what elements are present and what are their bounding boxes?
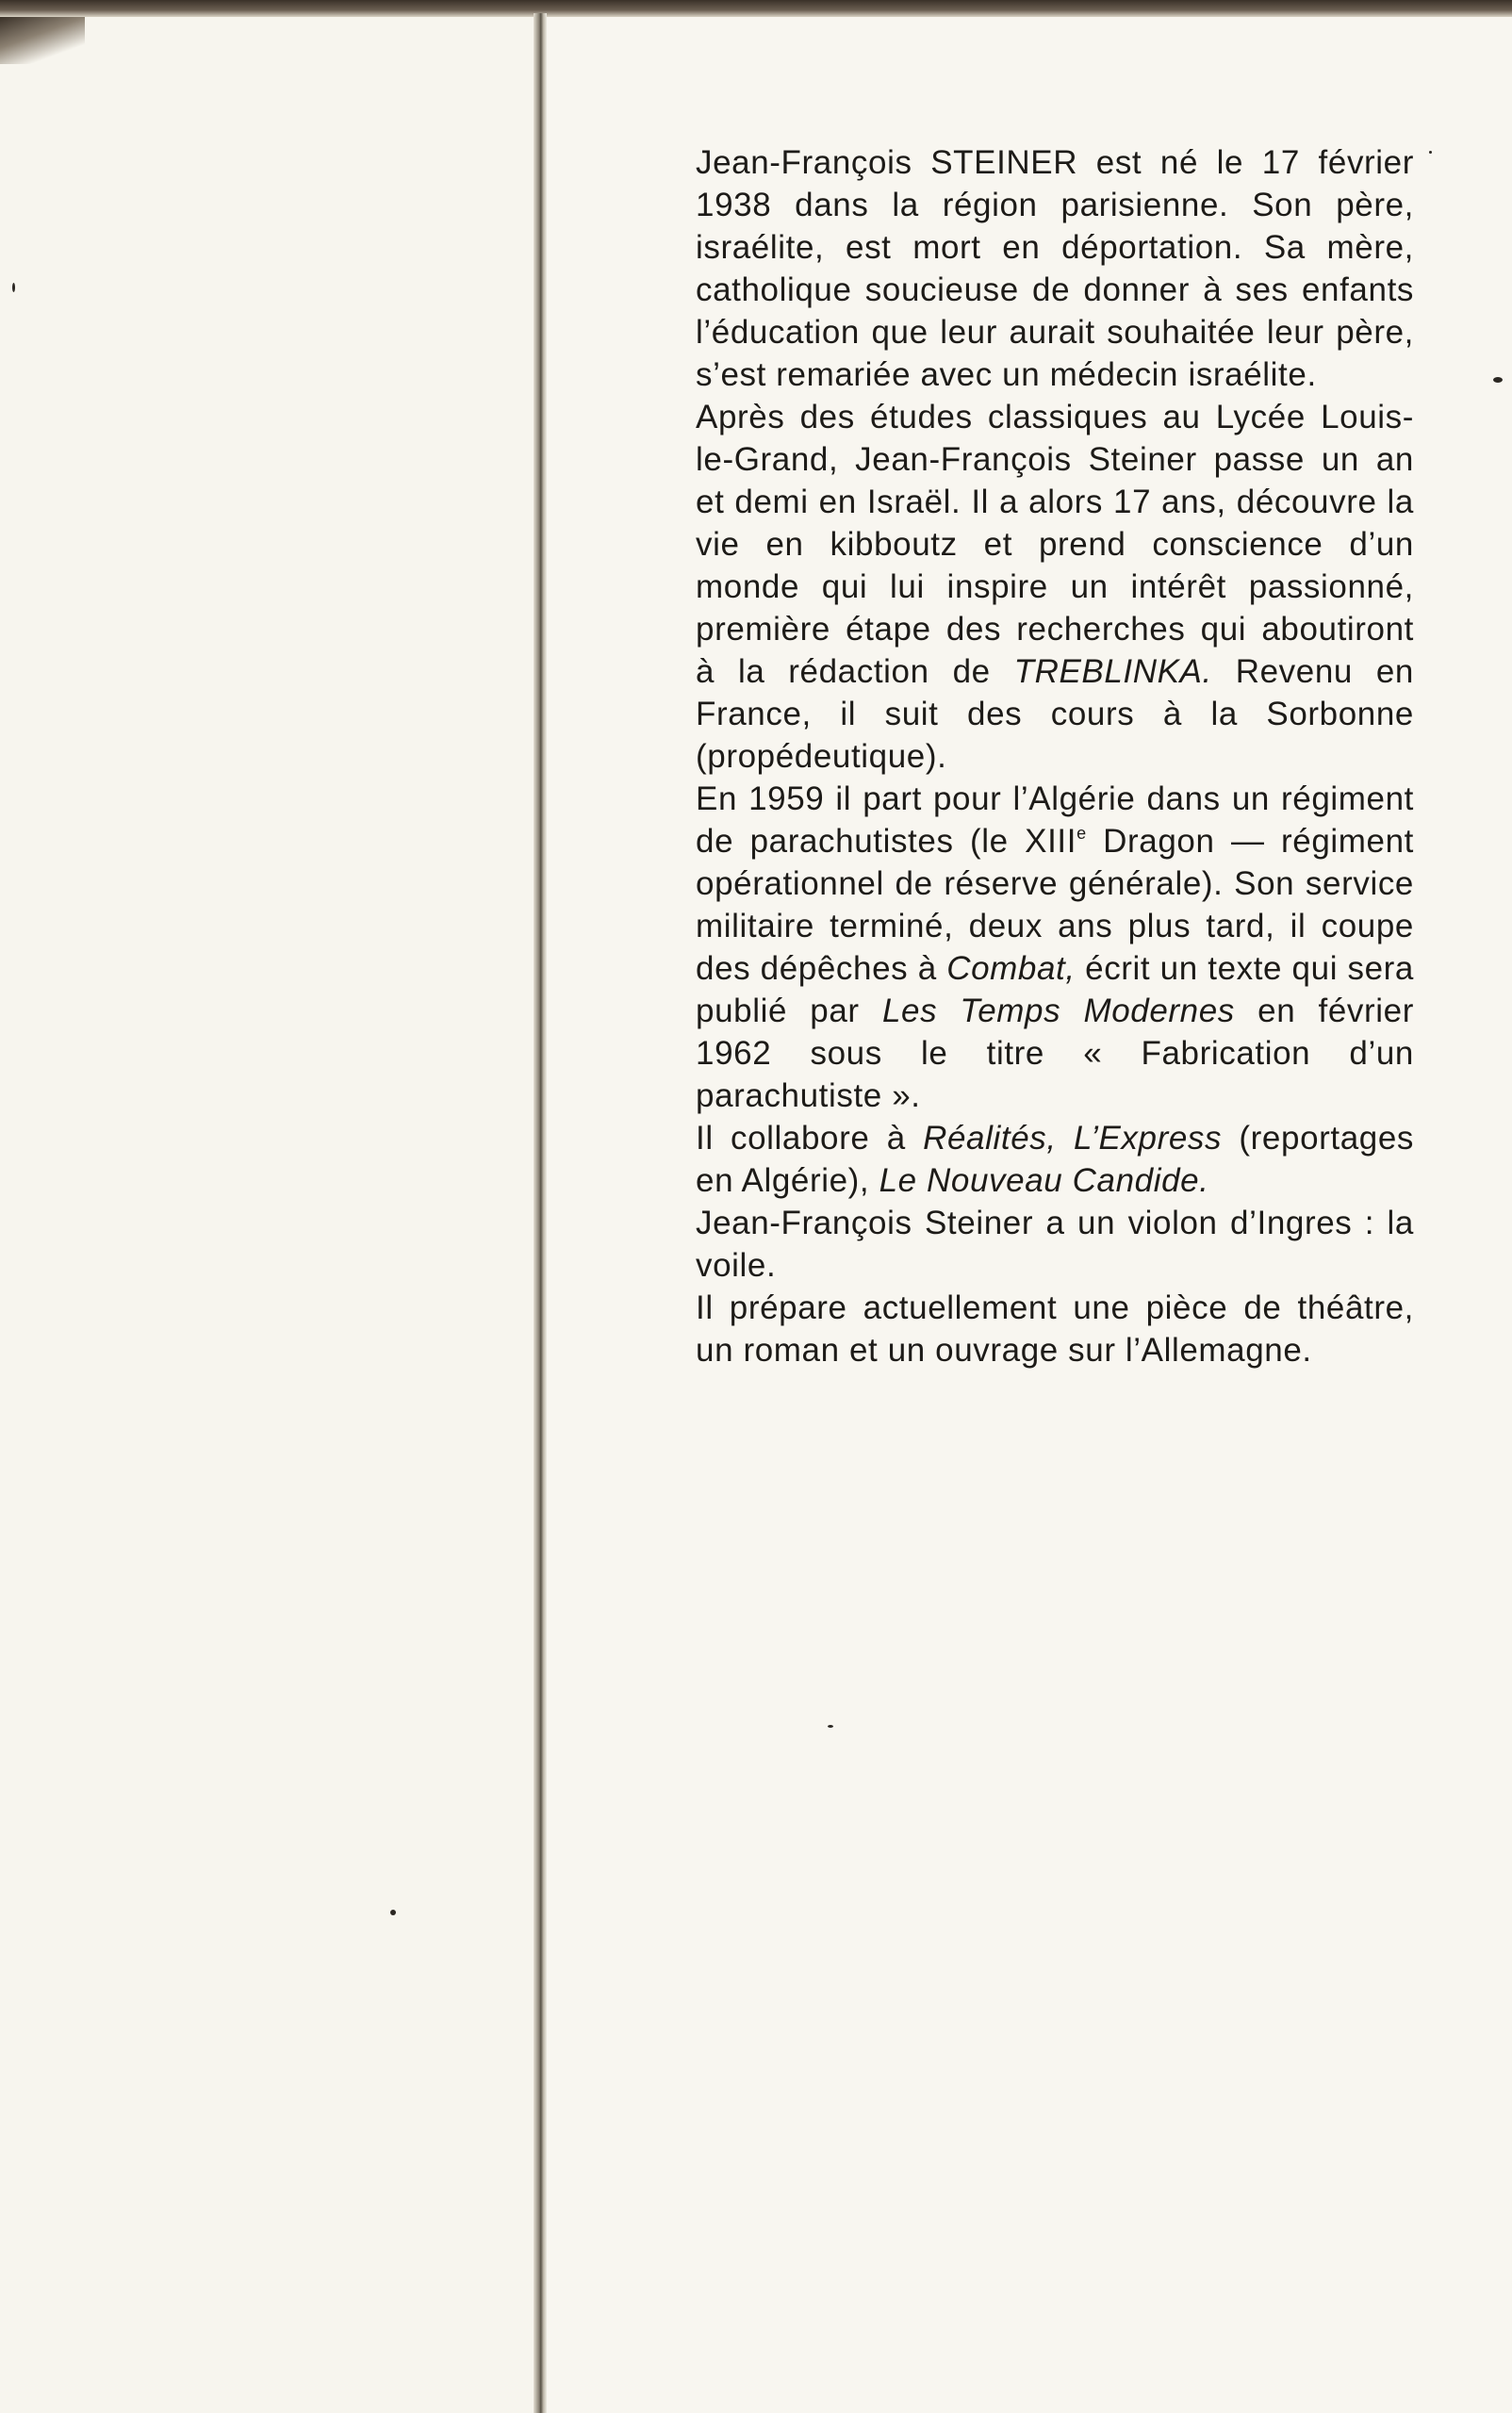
text-segment: Revenu en France, il suit des cours à la Sorbonne (propédeutique). xyxy=(696,653,1414,775)
magazine-titles: Réalités, L’Express xyxy=(923,1120,1223,1157)
text-segment: Jean-François Steiner a un violon d’Ingres : la voile. xyxy=(696,1205,1414,1284)
left-page xyxy=(0,17,534,2413)
paragraph xyxy=(696,778,1414,1117)
dust-speck xyxy=(1493,377,1503,383)
newspaper-title-combat: Combat, xyxy=(946,950,1076,987)
dust-speck xyxy=(390,1910,396,1915)
text-segment: Jean-François STEINER est né le 17 février 1938 dans la région parisienne. Son père, israélite, est mort en déportation. Sa mère, catholique soucieuse de donner à ses enfants l’éducation que leur aurait souhaitée leur père, s’est remariée avec un médecin israélite. xyxy=(696,144,1414,393)
dust-speck xyxy=(12,283,15,292)
book-title-treblinka: TREBLINKA. xyxy=(1013,653,1212,690)
text-segment: (reportages en Algérie), xyxy=(696,1120,1415,1199)
biography-text xyxy=(696,141,1414,1371)
magazine-title-le-nouveau-candide: Le Nouveau Candide. xyxy=(879,1162,1209,1199)
paragraph xyxy=(696,1287,1414,1371)
paragraph xyxy=(696,1117,1414,1202)
dust-speck xyxy=(828,1725,833,1728)
book-spine-fold xyxy=(534,13,547,2413)
superscript-e: e xyxy=(1076,824,1087,843)
paragraph xyxy=(696,1202,1414,1287)
paragraph xyxy=(696,141,1414,396)
dust-speck xyxy=(1429,151,1432,154)
text-segment: Il prépare actuellement une pièce de théâtre, un roman et un ouvrage sur l’Allemagne. xyxy=(696,1289,1414,1369)
text-segment: en février 1962 sous le titre « Fabrication d’un parachutiste ». xyxy=(696,993,1414,1114)
text-segment: Après des études classiques au Lycée Louis-le-Grand, Jean-François Steiner passe un an et demi en Israël. Il a alors 17 ans, découvre la vie en kibboutz et prend conscience d’un monde qui lui inspire un intérêt passionné, première étape des recherches qui aboutiront à la rédaction de xyxy=(696,399,1414,690)
top-edge-shadow xyxy=(0,0,1512,17)
text-segment: Il collabore à xyxy=(696,1120,924,1157)
journal-title-les-temps-modernes: Les Temps Modernes xyxy=(881,993,1235,1029)
paragraph xyxy=(696,396,1414,778)
text-segment: En 1959 il part pour l’Algérie dans un régiment de parachutistes (le XIII xyxy=(696,780,1414,860)
text-segment: écrit un texte qui sera publié par xyxy=(696,950,1414,1029)
text-segment: Dragon — régiment opérationnel de réserve générale). Son service militaire terminé, deux ans plus tard, il coupe des dépêches à xyxy=(696,823,1414,987)
page-corner-shadow xyxy=(0,17,85,64)
